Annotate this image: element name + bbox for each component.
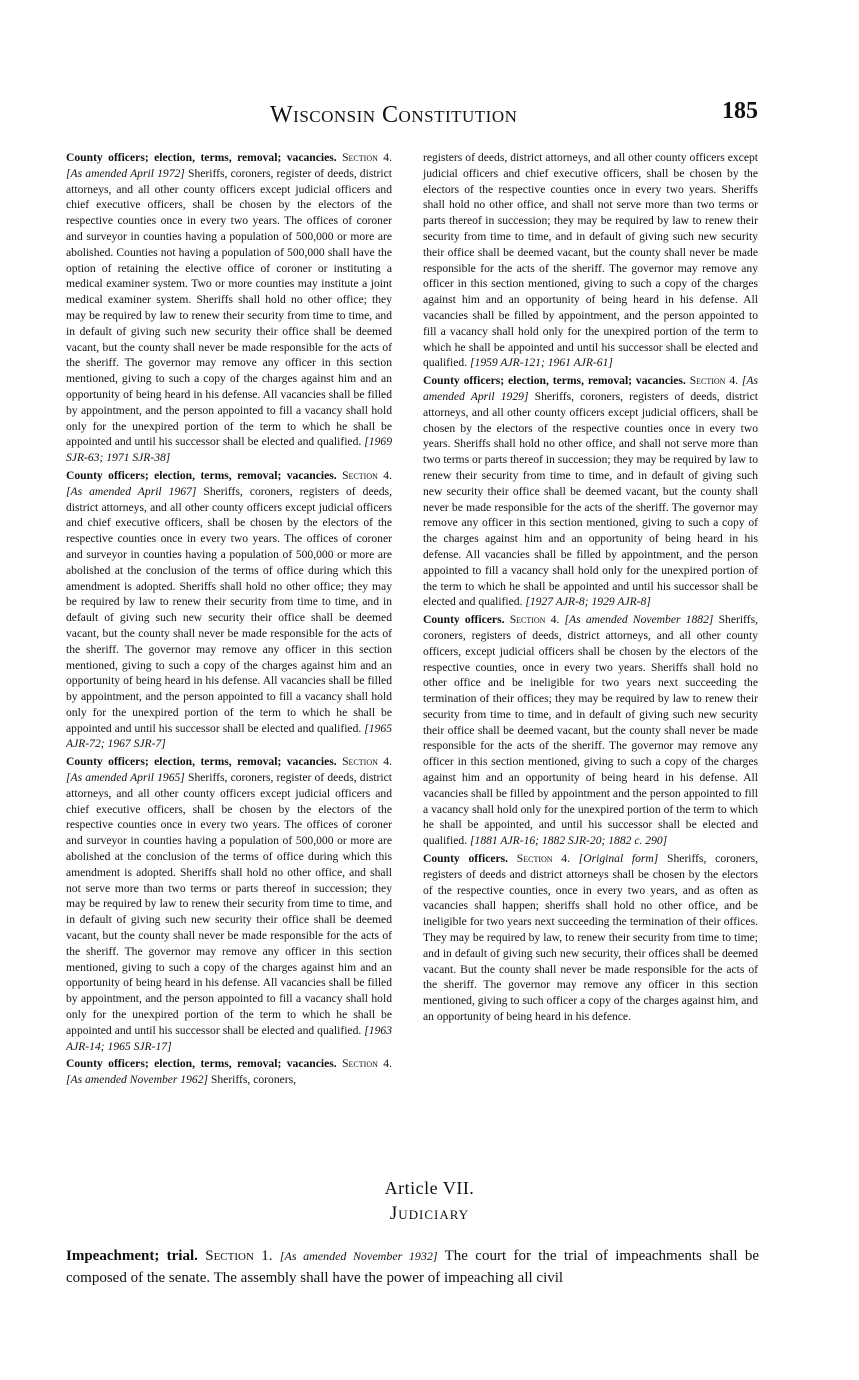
section-body: Sheriffs, coroners, registers of deeds, district attorneys, and all other county officers except judicial officers and chief executive officers, shall be chosen by the electors of the respective counties once in every two years. The offices of coroner and surveyor in counties having a population of 500,000 or more are abolished at the conclusion of the terms of office during which this amendment is adopted. Sheriffs shall hold no other office; they may be required by law to renew their security from time to time, and in default of giving such new security their office shall be deemed vacant, but the county shall never be made responsible for the acts of the sheriff. The governor may remove any officer in this section mentioned, giving to such a copy of the charges against him and an opportunity of being heard in his defense. All vacancies shall be filled by appointment, and the person appointed to fill a vacancy shall hold only for the unexpired portion of the term to which he shall be appointed and until his successor shall be elected and qualified.	[66, 484, 392, 735]
section-number: Section 4.	[342, 468, 392, 482]
section-body: Sheriffs, coroners, register of deeds, district attorneys, and all other county officers except judicial officers and chief executive officers, shall be chosen by the electors of the respective counties once in every two years. The offices of coroner and surveyor in counties having a population of 500,000 or more are abolished. Counties not having a population of 500,000 shall have the option of retaining the elective office of coroner or instituting a medical examiner system. Two or more counties may institute a joint medical examiner system. Sheriffs shall hold no other office; they may be required by law to renew their security from time to time, and in default of giving such new security their office shall be deemed vacant, but the county shall never be made responsible for the acts of the sheriff. The governor may remove any officer in this section mentioned, giving to such a copy of the charges against him and an opportunity of being heard in his defense. All vacancies shall be filled by appointment, and the person appointed to fill a vacancy shall hold only for the unexpired portion of the term to which he shall be appointed and until his successor shall be elected and qualified.	[66, 166, 392, 449]
history-note: [1963 AJR-14; 1965 SJR-17]	[66, 1023, 392, 1053]
page-header	[0, 98, 859, 138]
amendment-note: [As amended April 1929]	[423, 374, 759, 403]
section-heading: County officers; election, terms, removal; vacancies.	[66, 151, 337, 164]
left-column	[66, 150, 392, 1090]
section-paragraph	[66, 150, 392, 466]
article-label: Article VII.	[384, 1178, 475, 1198]
section-body: Sheriffs, coroners, registers of deeds, district attorneys, and all other county officers, except judicial officers shall be chosen by the electors of the respective counties, once in every two years. Sheriffs shall hold no other office and be ineligible for two years next succeeding the termination of their offices; they may be required by law to renew their security from time to time, and in default of giving such new security their office shall be deemed vacant, but the county shall never be made responsible for the acts of the sheriff. The governor may remove any officer in this section mentioned, giving to such a copy of the charges against him and an opportunity of being heard in his defense. All vacancies shall be filled by appointment and the person appointed to fill a vacancy shall hold only for the unexpired portion of the term to which he shall be appointed, and until his successor shall be elected and qualified.	[423, 613, 758, 848]
section-body: Sheriffs, coroners,	[210, 1073, 297, 1087]
section-heading: County officers; election, terms, removal; vacancies.	[423, 374, 686, 388]
section-number: Section 4.	[342, 151, 392, 164]
history-note: [1881 AJR-16; 1882 SJR-20; 1882 c. 290]	[470, 834, 668, 848]
amendment-note: [As amended November 1882]	[564, 613, 714, 627]
impeachment-paragraph	[66, 1245, 759, 1289]
article-heading	[0, 1178, 859, 1225]
section-heading: County officers.	[423, 613, 505, 627]
section-paragraph	[423, 612, 758, 849]
section-body: Sheriffs, coroners, registers of deeds and district attorneys shall be chosen by the electors of the respective counties, once in every two years, and as often as vacancies shall happen; sheriffs shall hold no other office, and be ineligible for two years next succeeding the termination of their offices. They may be required by law, to renew their security from time to time; and in default of giving such new security, their offices shall be deemed vacant. But the county shall never be made responsible for the acts of the sheriff. The governor may remove any officer in this section mentioned, giving to such officer a copy of the charges against him, and an opportunity of being heard in his defence.	[423, 852, 758, 1024]
amendment-note: [Original form]	[578, 852, 659, 866]
page-number: 185	[722, 98, 758, 124]
section-body: Sheriffs, coroners, registers of deeds, district attorneys, and all other county officers except judicial officers, shall be chosen by the electors of the respective counties once in every two years. Sheriffs shall hold no other office, and shall not serve more than two terms or parts thereof in succession; they may be required by law to renew their security from time to time, and in default of giving such new security their office shall be deemed vacant, but the county shall never be made responsible for the acts of the sheriff. The governor may remove any officer in this section mentioned, giving to such a copy of the charges against him and an opportunity of being heard in his defense. All vacancies shall be filled by appointment, and the person appointed to fill a vacancy shall hold only for the unexpired portion of the term to which he shall be appointed and until his successor shall be elected and qualified.	[423, 389, 758, 609]
section-number: Section 4.	[342, 755, 392, 769]
section-number: Section 4.	[689, 374, 739, 388]
amendment-note: [As amended April 1967]	[66, 484, 197, 498]
section-body: The court for the trial of impeachments shall be composed of the senate. The assembly shall have the power of impeaching all civil	[66, 1248, 760, 1286]
section-paragraph	[423, 150, 758, 371]
section-paragraph	[66, 1056, 392, 1088]
section-paragraph	[423, 851, 758, 1025]
amendment-note: [As amended November 1932]	[279, 1249, 438, 1263]
section-number: Section 1.	[205, 1248, 273, 1264]
section-number: Section 4.	[509, 613, 560, 627]
amendment-note: [As amended April 1965]	[66, 771, 185, 785]
running-title: Wisconsin Constitution	[270, 102, 518, 128]
history-note: [1959 AJR-121; 1961 AJR-61]	[470, 356, 613, 370]
amendment-note: [As amended April 1972]	[66, 166, 185, 180]
section-paragraph	[423, 373, 758, 610]
section-heading: County officers.	[423, 852, 509, 866]
right-column	[423, 150, 758, 1027]
section-heading: County officers; election, terms, removal; vacancies.	[66, 1057, 337, 1071]
section-heading: Impeachment; trial.	[66, 1248, 198, 1264]
amendment-note: [As amended November 1962]	[66, 1073, 209, 1087]
history-note: [1927 AJR-8; 1929 AJR-8]	[525, 595, 651, 609]
history-note: [1969 SJR-63; 1971 SJR-38]	[66, 435, 392, 465]
section-paragraph	[66, 754, 392, 1054]
section-paragraph	[66, 468, 392, 752]
section-number: Section 4.	[516, 852, 570, 866]
section-heading: County officers; election, terms, removal; vacancies.	[66, 755, 337, 769]
history-note: [1965 AJR-72; 1967 SJR-7]	[66, 721, 392, 751]
article-title: Judiciary	[389, 1203, 470, 1224]
section-heading: County officers; election, terms, removal; vacancies.	[66, 468, 337, 482]
section-body: registers of deeds, district attorneys, and all other county officers except judicial officers and chief executive officers, shall be chosen by the electors of the respective counties once in every two years. Sheriffs shall hold no other office, and shall not serve more than two terms or parts thereof in succession; they may be required by law to renew their security from time to time, and in default of giving such new security their office shall be deemed vacant, but the county shall never be made responsible for the acts of the sheriff. The governor may remove any officer in this section mentioned, giving to such a copy of the charges against him and an opportunity of being heard in his defense. All vacancies shall be filled by appointment, and the person appointed to fill a vacancy shall hold only for the unexpired portion of the term to which he shall be appointed and until his successor shall be elected and qualified.	[423, 151, 758, 370]
section-number: Section 4.	[342, 1057, 392, 1071]
section-body: Sheriffs, coroners, register of deeds, district attorneys, and all other county officers except judicial officers and chief executive officers, shall be chosen by the electors of the respective counties once in every two years. The offices of coroner and surveyor in counties having a population of 500,000 or more are abolished at the conclusion of the terms of office during which this amendment is adopted. Sheriffs shall hold no other office, and shall not serve more than two terms or parts thereof in succession; they may be required by law to renew their security from time to time, and in default of giving such new security their office shall be deemed vacant, but the county shall never be made responsible for the acts of the sheriff. The governor may remove any officer in this section mentioned, giving to such a copy of the charges against him and an opportunity of being heard in his defense. All vacancies shall be filled by appointment, and the person appointed to fill a vacancy shall hold only for the unexpired portion of the term to which he shall be appointed and until his successor shall be elected and qualified.	[66, 771, 392, 1037]
